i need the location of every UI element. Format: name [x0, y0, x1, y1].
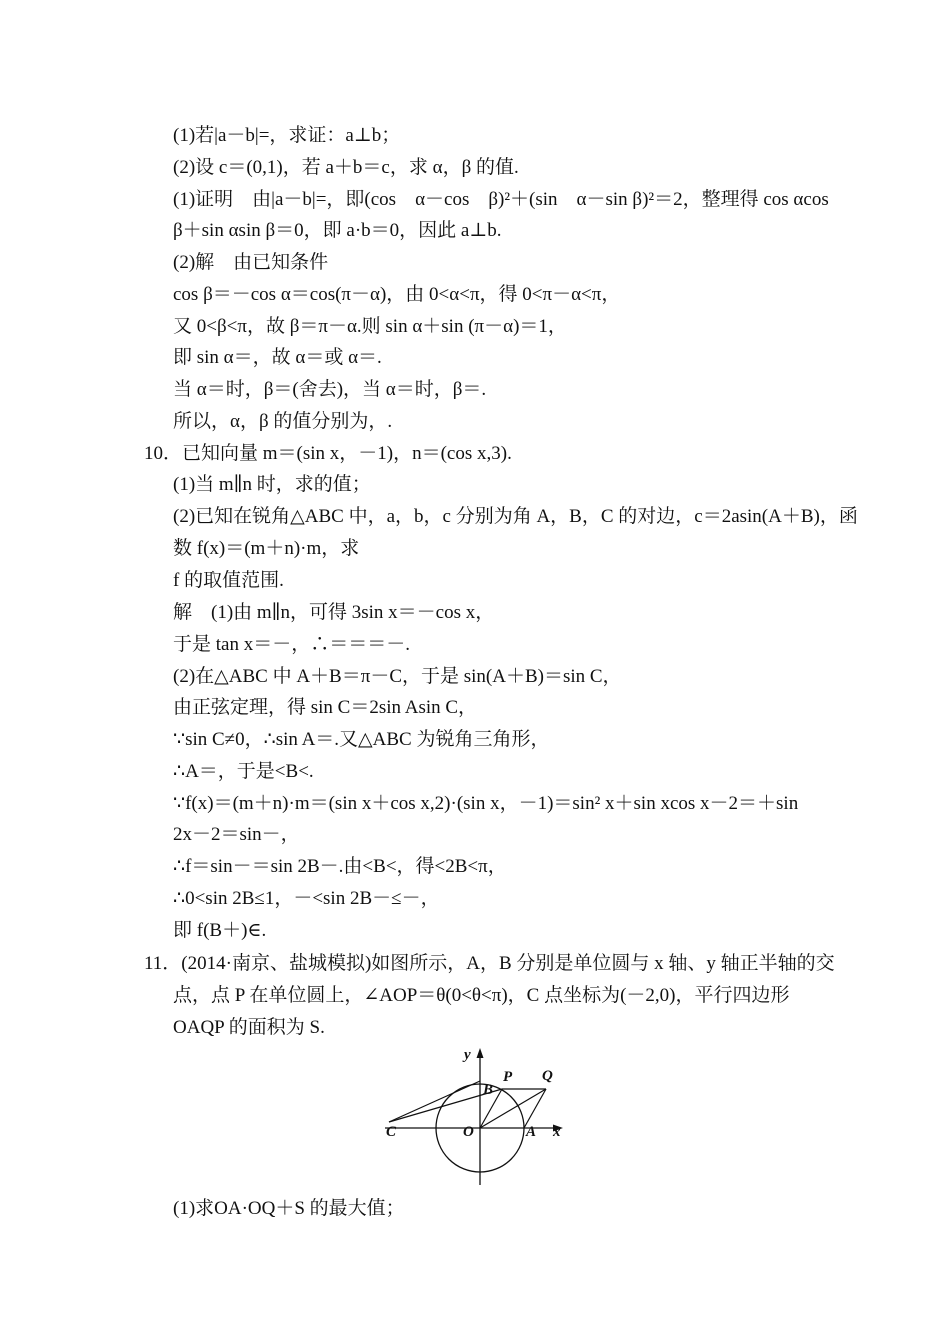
- text-line: ∵sin C≠0，∴sin A＝.又△ABC 为锐角三角形，: [173, 729, 550, 750]
- problem-10-line: 10．已知向量 m＝(sin x，－1)，n＝(cos x,3).: [144, 443, 512, 464]
- text-line: (1)证明 由|a－b|=，即(cos α－cos β)²＋(sin α－sin β)²＝2，整理得 cos αcos: [173, 189, 829, 210]
- text-line: ∴A＝，于是<B<.: [173, 761, 314, 782]
- text-line: 数 f(x)＝(m＋n)·m，求: [173, 538, 360, 559]
- text-line: ∴0<sin 2B≤1，－<sin 2B－≤－，: [173, 888, 440, 909]
- text-line: (2)设 c＝(0,1)，若 a＋b＝c，求 α，β 的值.: [173, 157, 519, 178]
- text-line: cos β＝－cos α＝cos(π－α)，由 0<α<π，得 0<π－α<π，: [173, 284, 621, 305]
- text-line: 2x－2＝sin－，: [173, 824, 300, 845]
- text-line: (1)当 m∥n 时，求的值；: [173, 474, 371, 495]
- problem-11-line: 11．(2014·南京、盐城模拟)如图所示，A，B 分别是单位圆与 x 轴、y 轴正半轴的交: [144, 953, 835, 974]
- label-p: P: [503, 1069, 513, 1085]
- text-line: 解 (1)由 m∥n，可得 3sin x＝－cos x，: [173, 602, 495, 623]
- text-line: (2)已知在锐角△ABC 中，a，b，c 分别为角 A，B，C 的对边，c＝2asin(A＋B)，函: [173, 506, 858, 527]
- label-c: C: [386, 1124, 397, 1140]
- text-line: (2)解 由已知条件: [173, 252, 329, 273]
- text-line: 所以，α，β 的值分别为，.: [173, 411, 393, 432]
- text-line: OAQP 的面积为 S.: [173, 1017, 325, 1038]
- text-line: f 的取值范围.: [173, 570, 284, 591]
- text-line: (2)在△ABC 中 A＋B＝π－C，于是 sin(A＋B)＝sin C，: [173, 666, 622, 687]
- text-line: (1)求OA·OQ＋S 的最大值；: [173, 1198, 405, 1219]
- y-axis-arrow: [477, 1048, 484, 1058]
- text-line: 当 α＝时，β＝(舍去)，当 α＝时，β＝.: [173, 379, 487, 400]
- unit-circle-figure: [383, 1045, 568, 1187]
- label-a: A: [526, 1124, 537, 1140]
- text-line: ∵f(x)＝(m＋n)·m＝(sin x＋cos x,2)·(sin x，－1)＝sin² x＋sin xcos x－2＝＋sin: [173, 793, 799, 814]
- text-line: 即 sin α＝，故 α＝或 α＝.: [173, 347, 382, 368]
- label-y: y: [464, 1047, 471, 1063]
- text-line: β＋sin αsin β＝0，即 a·b＝0，因此 a⊥b.: [173, 220, 502, 241]
- text-line: 由正弦定理，得 sin C＝2sin Asin C，: [173, 697, 478, 718]
- segment-cb: [389, 1081, 480, 1122]
- text-line: ∴f＝sin－＝sin 2B－.由<B<，得<2B<π，: [173, 856, 507, 877]
- label-o: O: [463, 1124, 474, 1140]
- label-x: x: [553, 1124, 561, 1140]
- text-line: 于是 tan x＝－，∴＝＝＝－.: [173, 634, 410, 655]
- text-line: 点，点 P 在单位圆上，∠AOP＝θ(0<θ<π)，C 点坐标为(－2,0)，平行四边形: [173, 985, 790, 1006]
- label-b: B: [483, 1082, 494, 1098]
- text-line: 即 f(B＋)∈.: [173, 920, 267, 941]
- text-line: (1)若|a－b|=，求证：a⊥b；: [173, 125, 401, 146]
- label-q: Q: [542, 1068, 553, 1084]
- text-line: 又 0<β<π，故 β＝π－α.则 sin α＋sin (π－α)＝1，: [173, 316, 567, 337]
